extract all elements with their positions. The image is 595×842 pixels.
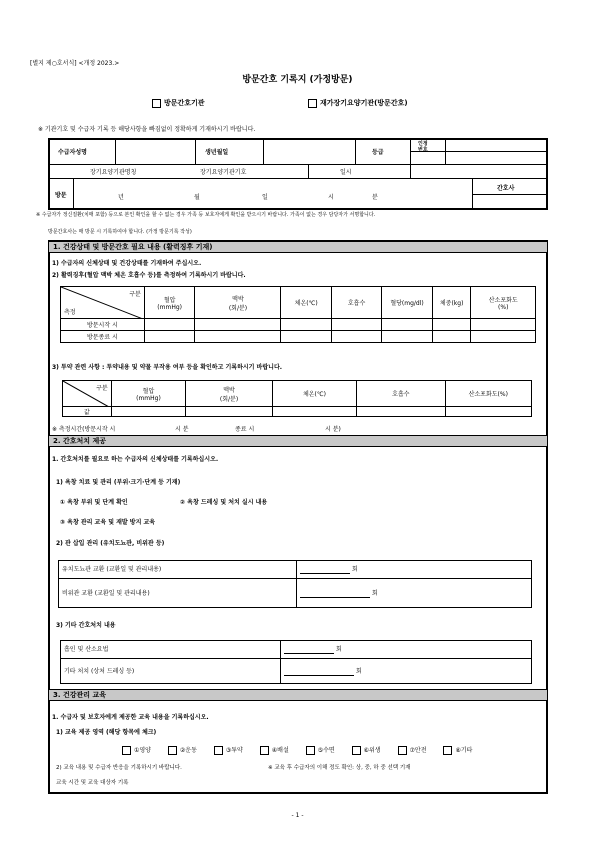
table-cell[interactable]	[272, 407, 356, 417]
edu-check-item[interactable]: ⑦안전	[398, 745, 442, 755]
table-header: 맥박 (회/분)	[186, 381, 272, 407]
sec1-footer-c: 종료 시	[235, 426, 255, 433]
vital-table-2	[62, 380, 532, 417]
table-header: 체중(kg)	[432, 287, 471, 319]
sec1-sub3: 3) 투약 관련 사항 : 투약내용 및 약물 부작용 여부 등을 확인하고 기록하시기 바랍니다.	[52, 364, 283, 371]
date-month: 월	[194, 194, 200, 201]
sec2-q1a: 1) 욕창 치료 및 관리 (부위·크기·단계 등 기재)	[56, 479, 181, 486]
sec2-q1c: ③ 욕창 관리 교육 및 재발 방지 교육	[60, 519, 156, 526]
row3-label: 흡인 및 산소요법	[64, 646, 109, 653]
sec1-footer-a: ※ 측정시간(방문시작 시	[52, 426, 116, 433]
table-cell[interactable]	[471, 319, 536, 331]
date-year: 년	[118, 194, 124, 201]
checkbox-icon[interactable]	[214, 746, 223, 755]
checkbox-icon[interactable]	[122, 746, 131, 755]
date-day: 일	[262, 194, 268, 201]
sec2-q2: 2) 관 삽입 관리 (유치도뇨관, 비위관 등)	[56, 540, 165, 547]
note: ※ 수급자가 정신질환(치매 포함) 등으로 본인 확인을 할 수 없는 경우 가족 등 보호자에게 확인을 받으시기 바랍니다. 가족이 없는 경우 담당자가 서명합니다.	[36, 212, 376, 218]
table-cell[interactable]	[382, 331, 433, 343]
edu-check-item[interactable]: ③투약	[214, 745, 258, 755]
table-cell[interactable]	[111, 407, 186, 417]
label-nurse: 간호사	[497, 185, 515, 192]
sec3-q2-left: 2) 교육 내용 및 수급자 반응을 기록하시기 바랍니다.	[56, 765, 182, 771]
time-hour: 시	[328, 194, 334, 201]
checkbox-icon[interactable]	[352, 746, 361, 755]
section-1-title: 1. 건강상태 및 방문간호 필요 내용 (활력징후 기재)	[48, 241, 548, 253]
sec2-q1: 1. 간호처치를 필요로 하는 수급자의 신체상태를 기록하십시오.	[52, 456, 219, 463]
table-corner: 구분	[63, 381, 112, 407]
edu-check-item[interactable]: ④배설	[260, 745, 304, 755]
table-cell[interactable]	[281, 331, 331, 343]
table-header: 혈당(mg/dl)	[382, 287, 433, 319]
table-cell[interactable]	[144, 331, 195, 343]
row1-value[interactable]: 회	[300, 564, 358, 574]
label-birth: 생년월일	[205, 149, 229, 156]
label-visit: 방문	[55, 192, 67, 199]
time-minute: 분	[372, 194, 378, 201]
sec2-q3: 3) 기타 간호처치 내용	[56, 622, 116, 629]
table-cell[interactable]	[281, 319, 331, 331]
table-cell[interactable]	[382, 319, 433, 331]
table-cell[interactable]	[432, 331, 471, 343]
table-row-label: 방문시작 시	[61, 319, 145, 331]
table-header: 체온(℃)	[272, 381, 356, 407]
checkbox-icon[interactable]	[152, 99, 161, 108]
table-cell[interactable]	[445, 407, 531, 417]
table-header: 혈압 (mmHg)	[144, 287, 195, 319]
edu-check-item[interactable]: ⑤수면	[306, 745, 350, 755]
table-cell[interactable]	[471, 331, 536, 343]
row4-value[interactable]: 회	[284, 666, 362, 676]
table-header: 산소포화도 (%)	[471, 287, 536, 319]
section-2-title: 2. 간호처치 제공	[48, 435, 548, 447]
row1-label: 유치도뇨관 교환 (교환일 및 관리내용)	[62, 566, 162, 573]
table-cell[interactable]	[331, 331, 381, 343]
page-number: - 1 -	[291, 812, 304, 819]
checkbox-icon[interactable]	[443, 746, 452, 755]
vital-table	[60, 286, 536, 343]
label-grade: 등급	[372, 149, 384, 156]
row3-value[interactable]: 회	[284, 644, 342, 654]
label-orgcode: 장기요양기관기호	[200, 169, 247, 176]
edu-check-item[interactable]: ①영양	[122, 745, 166, 755]
section-3-title: 3. 건강관리 교육	[48, 689, 548, 701]
checkbox-icon[interactable]	[398, 746, 407, 755]
row2-label: 비위관 교환 (교환일 및 관리내용)	[62, 590, 150, 597]
table-row-label: 값	[63, 407, 112, 417]
table-header: 맥박 (회/분)	[195, 287, 281, 319]
field-name[interactable]	[116, 139, 194, 163]
sec1-sub2: 2) 활력징후(혈압 맥박 체온 호흡수 등)를 측정하여 기록하시기 바랍니다.	[52, 272, 246, 279]
checkbox-icon[interactable]	[260, 746, 269, 755]
note-2: 방문간호사는 매 방문 시 기록하여야 합니다. (가정 방문기록 작성)	[48, 229, 192, 235]
form-number: [별지 제○호서식] <개정 2023.>	[30, 60, 120, 67]
edu-check-item[interactable]: ⑧기타	[443, 745, 487, 755]
table-cell[interactable]	[144, 319, 195, 331]
table-header: 호흡수	[331, 287, 381, 319]
edu-check-list	[122, 745, 487, 755]
table-cell[interactable]	[331, 319, 381, 331]
sec1-sub1: 1) 수급자의 신체상태 및 건강상태를 기재하여 주십시오.	[52, 260, 202, 267]
table-cell[interactable]	[195, 319, 281, 331]
label-name: 수급자성명	[58, 149, 87, 156]
table-header: 혈압 (mmHg)	[111, 381, 186, 407]
sec3-q1: 1. 수급자 및 보호자에게 제공한 교육 내용을 기록하십시오.	[52, 714, 209, 721]
checkbox-icon[interactable]	[168, 746, 177, 755]
sec2-q1b-2: ② 욕창 드레싱 및 처치 실시 내용	[180, 499, 268, 506]
label-date: 일시	[340, 169, 352, 176]
table-header: 체온(℃)	[281, 287, 331, 319]
instructions: ※ 기관기호 및 수급자 기록 등 해당사항을 빠짐없이 정확하게 기재하시기 바랍니다.	[38, 126, 256, 133]
table-header: 호흡수	[357, 381, 445, 407]
sec1-footer-d: 시 분)	[325, 426, 341, 433]
table-corner: 구분 측정	[61, 287, 145, 319]
label-kinds: 인정 번호	[418, 141, 428, 153]
field-nurse-sign[interactable]	[473, 195, 547, 209]
sec2-q1b-1: ① 욕창 부위 및 단계 확인	[60, 499, 128, 506]
table-cell[interactable]	[186, 407, 272, 417]
table-row-label: 방문종료 시	[61, 331, 145, 343]
check-option-1[interactable]: 방문간호기관	[152, 98, 205, 108]
label-org: 장기요양기관명칭	[90, 169, 137, 176]
check-option-2[interactable]: 재가장기요양기관(방문간호)	[308, 98, 408, 108]
table-header: 산소포화도(%)	[445, 381, 531, 407]
sec1-footer-b: 시 분	[175, 426, 189, 433]
sec3-q2-last: 교육 시간 및 교육 대상자 기록	[56, 780, 129, 786]
table-cell[interactable]	[432, 319, 471, 331]
edu-check-item[interactable]: ②운동	[168, 745, 212, 755]
field-number[interactable]	[446, 139, 547, 163]
sec3-q1a: 1) 교육 제공 영역 (해당 항목에 체크)	[56, 729, 157, 736]
page-title: 방문간호 기록지 (가정방문)	[242, 75, 353, 85]
row4-label: 기타 처치 (상처 드레싱 등)	[64, 668, 135, 675]
checkbox-icon[interactable]	[308, 99, 317, 108]
field-birth[interactable]	[264, 139, 354, 163]
table-cell[interactable]	[195, 331, 281, 343]
checkbox-icon[interactable]	[306, 746, 315, 755]
edu-check-item[interactable]: ⑥위생	[352, 745, 396, 755]
row2-value[interactable]: 회	[300, 588, 378, 598]
sec3-q2-right: ※ 교육 후 수급자의 이해 정도 확인: 상, 중, 하 중 선택 기재	[268, 765, 411, 771]
table-cell[interactable]	[357, 407, 445, 417]
